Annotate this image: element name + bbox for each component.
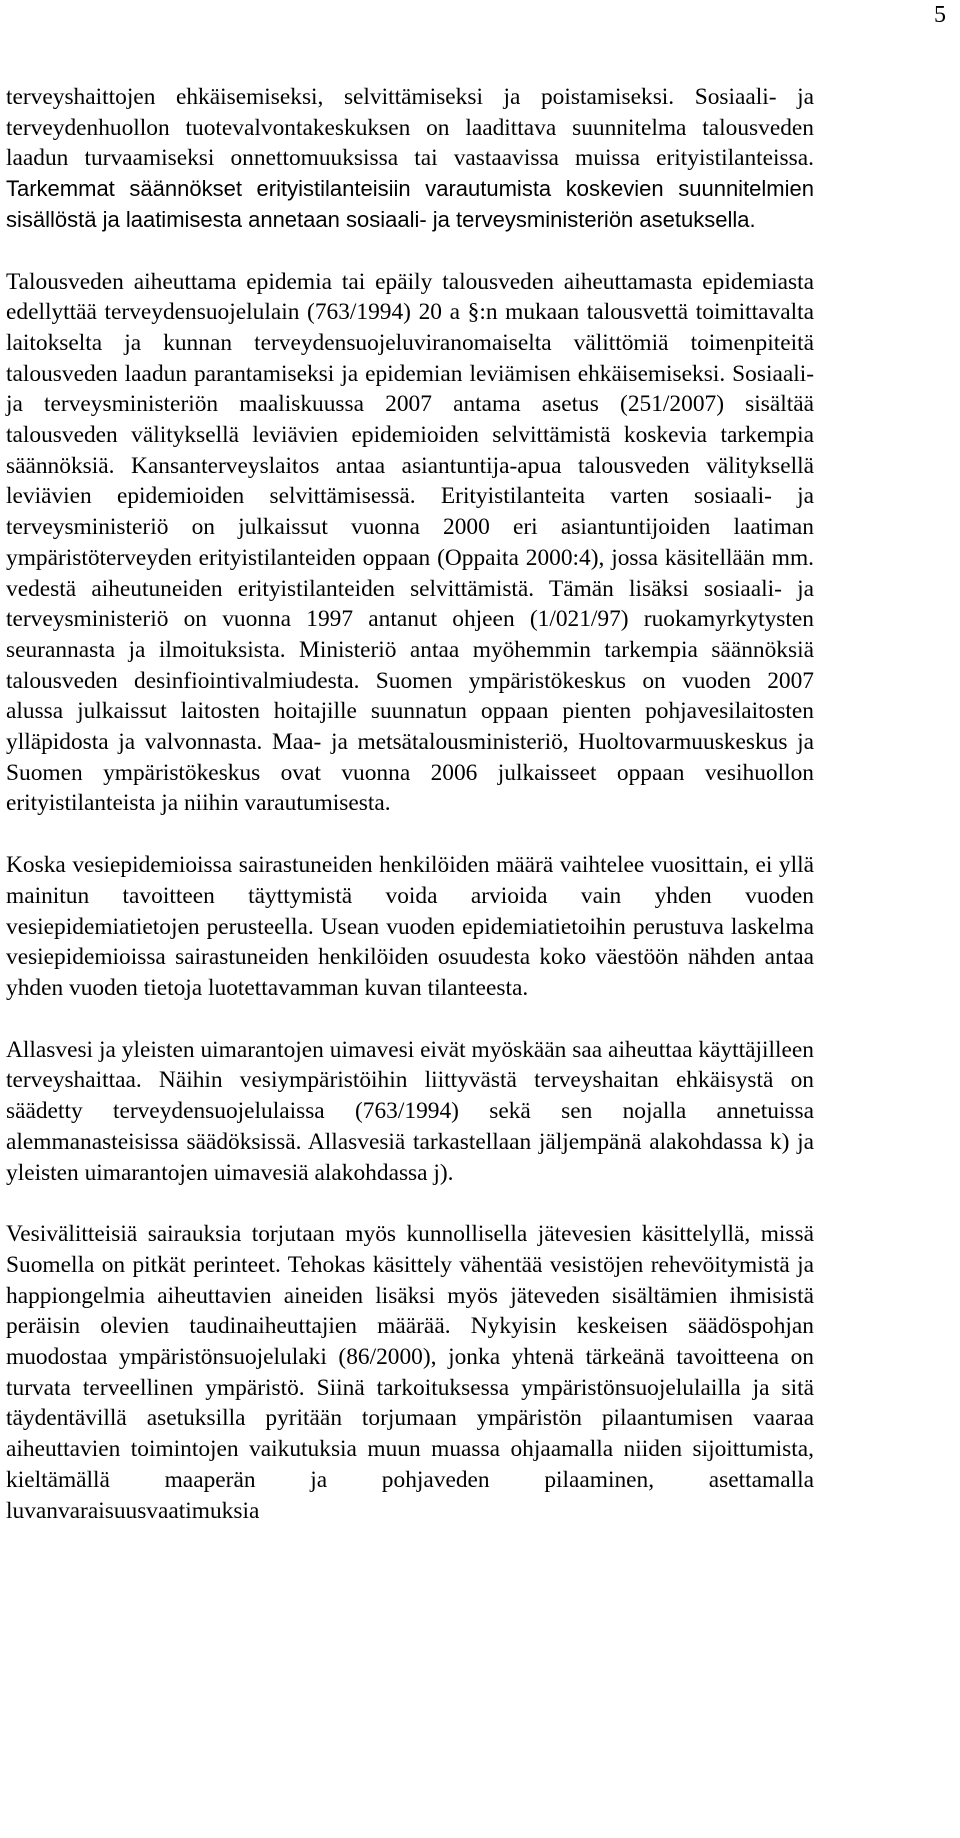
- paragraph-text-sans: Tarkemmat säännökset erityistilanteisiin varautumista koskevien suunnitelmien sisällöstä ja laatimisesta annetaan sosiaali- ja terveysministeriön asetuksella.: [6, 176, 814, 232]
- paragraph-wastewater: Vesivälitteisiä sairauksia torjutaan myös kunnollisella jätevesien käsittelyllä, missä Suomella on pitkät perinteet. Tehokas käsittely vähentää vesistöjen rehevöitymistä ja happiongelmia aiheuttavien aineiden lisäksi myös jäteveden sisältämien ihmisistä peräisin olevien taudinaiheuttajien määrää. Nykyisin keskeisen säädöspohjan muodostaa ympäristönsuojelulaki (86/2000), jonka yhtenä tärkeänä tavoitteena on turvata terveellinen ympäristö. Siinä tarkoituksessa ympäristönsuojelulailla ja sitä täydentävillä asetuksilla pyritään torjumaan ympäristön pilaantumisen vaaraa aiheuttavien toimintojen vaikutuksia muun muassa ohjaamalla niiden sijoittumista, kieltämällä maaperän ja pohjaveden pilaaminen, asettamalla luvanvaraisuusvaatimuksia: [6, 1221, 814, 1524]
- paragraph-bathing-water: Allasvesi ja yleisten uimarantojen uimavesi eivät myöskään saa aiheuttaa käyttäjilleen terveyshaittaa. Näihin vesiympäristöihin liittyvästä terveyshaitan ehkäisystä on säädetty terveydensuojelulaissa (763/1994) sekä sen nojalla annetuissa alemmanasteisissa säädöksissä. Allasvesiä tarkastellaan jäljempänä alakohdassa k) ja yleisten uimarantojen uimavesiä alakohdassa j).: [6, 1036, 814, 1186]
- page-number: 5: [934, 2, 946, 28]
- paragraph-text: terveyshaittojen ehkäisemiseksi, selvittämiseksi ja poistamiseksi. Sosiaali- ja terveydenhuollon tuotevalvontakeskuksen on laadittava suunnitelma talousveden laadun turvaamiseksi onnettomuuksissa tai vastaavissa muissa erityistilanteissa.: [6, 84, 814, 172]
- paragraph-case-statistics: Koska vesiepidemioissa sairastuneiden henkilöiden määrä vaihtelee vuosittain, ei yllä mainitun tavoitteen täyttymistä voida arvioida vain yhden vuoden vesiepidemiatietojen perusteella. Usean vuoden epidemiatietoihin perustuva laskelma vesiepidemioissa sairastuneiden henkilöiden osuudesta koko väestöön nähden antaa yhden vuoden tietoja luotettavamman kuvan tilanteesta.: [6, 852, 814, 1001]
- paragraph-epidemics: Talousveden aiheuttama epidemia tai epäily talousveden aiheuttamasta epidemiasta edellyttää terveydensuojelulain (763/1994) 20 a §:n mukaan talousvettä toimittavalta laitokselta ja kunnan terveydensuojeluviranomaiselta välittömiä toimenpiteitä talousveden laadun parantamiseksi ja epidemian leviämisen ehkäisemiseksi. Sosiaali- ja terveysministeriön maaliskuussa 2007 antama asetus (251/2007) sisältää talousveden välityksellä leviävien epidemioiden selvittämistä koskevia tarkempia säännöksiä. Kansanterveyslaitos antaa asiantuntija-apua talousveden välityksellä leviävien epidemioiden selvittämisessä. Erityistilanteita varten sosiaali- ja terveysministeriö on julkaissut vuonna 2000 eri asiantuntijoiden laatiman ympäristöterveyden erityistilanteiden oppaan (Oppaita 2000:4), jossa käsitellään mm. vedestä aiheutuneiden erityistilanteiden selvittämistä. Tämän lisäksi sosiaali- ja terveysministeriö on vuonna 1997 antanut ohjeen (1/021/97) ruokamyrkytysten seurannasta ja ilmoituksista. Ministeriö antaa myöhemmin tarkempia säännöksiä talousveden desinfiointivalmiudesta. Suomen ympäristökeskus on vuoden 2007 alussa julkaissut laitosten hoitajille suunnatun oppaan pienten pohjavesilaitosten ylläpidosta ja valvonnasta. Maa- ja metsätalousministeriö, Huoltovarmuuskeskus ja Suomen ympäristökeskus ovat vuonna 2006 julkaisseet oppaan vesihuollon erityistilanteista ja niihin varautumisesta.: [6, 268, 814, 817]
- paragraph-emergency-planning: [6, 82, 814, 236]
- document-body: [6, 82, 814, 1526]
